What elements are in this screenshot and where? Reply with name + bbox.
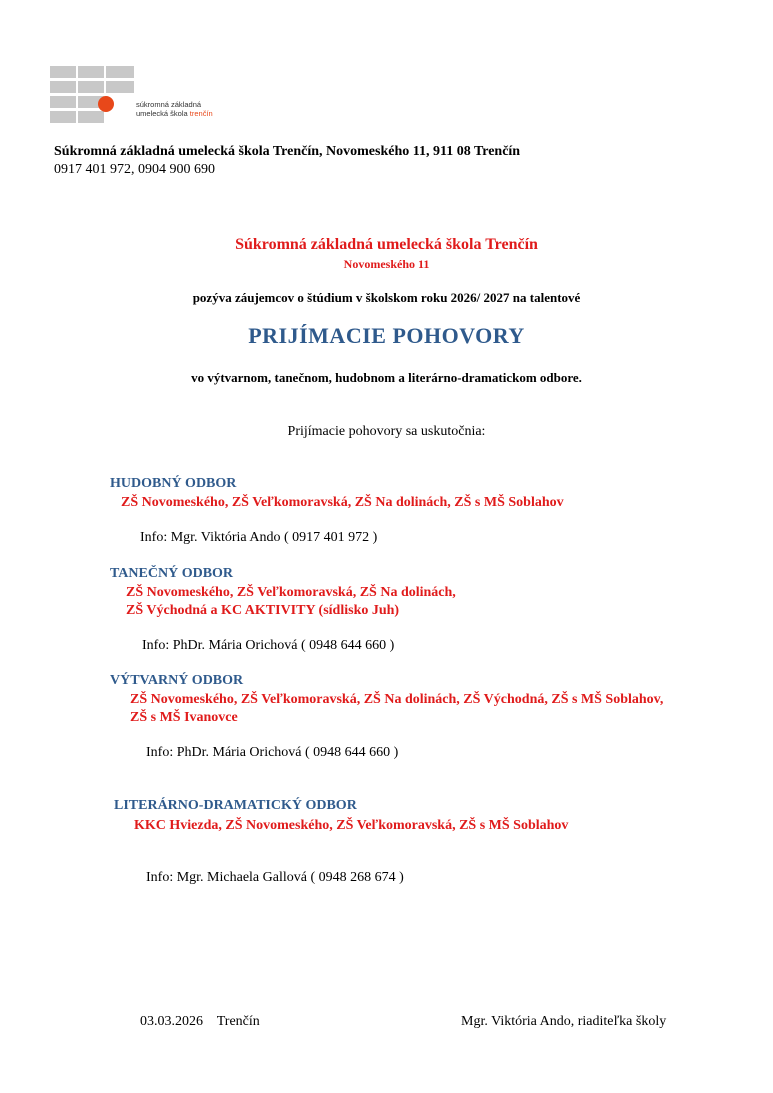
logo-caption: [136, 100, 213, 118]
footer-signature: Mgr. Viktória Ando, riaditeľka školy: [461, 1014, 667, 1029]
department-drama-schools: KKC Hviezda, ZŠ Novomeského, ZŠ Veľkomoravská, ZŠ s MŠ Soblahov: [134, 818, 569, 833]
department-art-info: Info: PhDr. Mária Orichová ( 0948 644 660 ): [146, 745, 399, 760]
department-drama-info: Info: Mgr. Michaela Gallová ( 0948 268 674 ): [146, 870, 404, 885]
department-music-info: Info: Mgr. Viktória Ando ( 0917 401 972 ): [140, 530, 378, 545]
department-dance-schools-line-2: ZŠ Východná a KC AKTIVITY (sídlisko Juh): [126, 603, 400, 618]
invitation-street: Novomeského 11: [343, 257, 430, 271]
department-dance-name: TANEČNÝ ODBOR: [110, 566, 234, 581]
department-art-name: VÝTVARNÝ ODBOR: [110, 673, 244, 688]
logo-line-2-main: umelecká škola: [136, 109, 190, 118]
logo-line-1: súkromná základná: [136, 100, 202, 109]
invitation-subtitle: vo výtvarnom, tanečnom, hudobnom a literárno-dramatickom odbore.: [191, 370, 582, 385]
department-music-name: HUDOBNÝ ODBOR: [110, 476, 237, 491]
invitation-intro: pozýva záujemcov o štúdium v školskom roku 2026/ 2027 na talentové: [192, 290, 581, 305]
logo-grid-icon: [50, 66, 140, 124]
department-dance-schools-line-1: ZŠ Novomeského, ZŠ Veľkomoravská, ZŠ Na dolinách,: [126, 585, 456, 600]
logo-line-2-accent: trenčín: [189, 109, 213, 118]
location-intro: Prijímacie pohovory sa uskutočnia:: [287, 424, 486, 439]
invitation-school-name: Súkromná základná umelecká škola Trenčín: [235, 236, 538, 253]
department-art-schools-line-1: ZŠ Novomeského, ZŠ Veľkomoravská, ZŠ Na dolinách, ZŠ Východná, ZŠ s MŠ Soblahov,: [130, 692, 664, 707]
footer-date-place: 03.03.2026 Trenčín: [140, 1014, 260, 1029]
department-drama-name: LITERÁRNO-DRAMATICKÝ ODBOR: [114, 798, 357, 813]
header-phones: 0917 401 972, 0904 900 690: [54, 162, 215, 177]
header-address: Súkromná základná umelecká škola Trenčín, Novomeského 11, 911 08 Trenčín: [54, 144, 521, 159]
department-music-schools: ZŠ Novomeského, ZŠ Veľkomoravská, ZŠ Na dolinách, ZŠ s MŠ Soblahov: [121, 495, 564, 510]
invitation-title: PRIJÍMACIE POHOVORY: [248, 323, 525, 348]
school-logo: [50, 66, 250, 126]
logo-line-2: [136, 109, 213, 118]
department-art-schools-line-2: ZŠ s MŠ Ivanovce: [130, 710, 238, 725]
department-dance-info: Info: PhDr. Mária Orichová ( 0948 644 660 ): [142, 638, 395, 653]
